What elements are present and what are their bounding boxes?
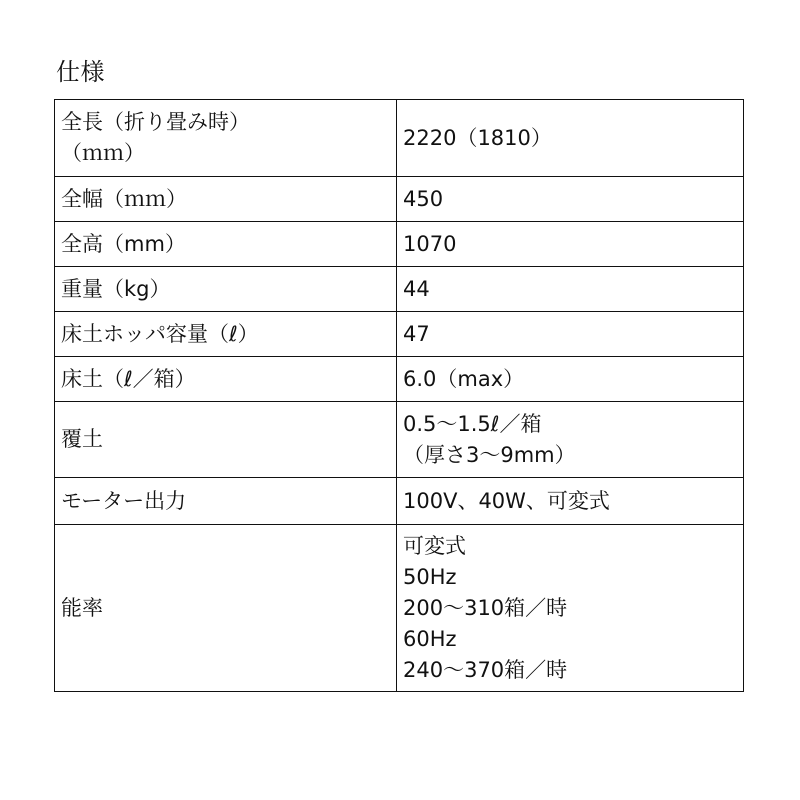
table-row — [55, 100, 744, 177]
table-row — [55, 222, 744, 267]
row-label-weight: 重量（kg） — [55, 267, 397, 312]
row-value-hopper-capacity: 47 — [397, 312, 744, 357]
page-title: 仕様 — [56, 58, 105, 86]
table-row — [55, 177, 744, 222]
row-label-efficiency: 能率 — [55, 525, 397, 692]
row-label-cover-soil: 覆土 — [55, 402, 397, 478]
row-value-width: 450 — [397, 177, 744, 222]
row-value-cover-soil: 0.5～1.5ℓ／箱 （厚さ3～9mm） — [397, 402, 744, 478]
row-value-height: 1070 — [397, 222, 744, 267]
table-row — [55, 312, 744, 357]
row-label-bed-soil: 床土（ℓ／箱） — [55, 357, 397, 402]
table-row — [55, 402, 744, 478]
row-value-bed-soil: 6.0（max） — [397, 357, 744, 402]
row-value-length: 2220（1810） — [397, 100, 744, 177]
row-label-width: 全幅（ｍｍ） — [55, 177, 397, 222]
row-label-motor-output: モーター出力 — [55, 478, 397, 525]
row-value-efficiency: 可変式 50Hz 200～310箱／時 60Hz 240～370箱／時 — [397, 525, 744, 692]
row-label-height: 全高（mm） — [55, 222, 397, 267]
table-row — [55, 267, 744, 312]
table-row — [55, 478, 744, 525]
row-label-length: 全長（折り畳み時） （ｍｍ） — [55, 100, 397, 177]
row-value-motor-output: 100V、40W、可変式 — [397, 478, 744, 525]
row-value-weight: 44 — [397, 267, 744, 312]
row-label-hopper-capacity: 床土ホッパ容量（ℓ） — [55, 312, 397, 357]
table-row — [55, 525, 744, 692]
spec-table — [54, 99, 744, 692]
table-row — [55, 357, 744, 402]
